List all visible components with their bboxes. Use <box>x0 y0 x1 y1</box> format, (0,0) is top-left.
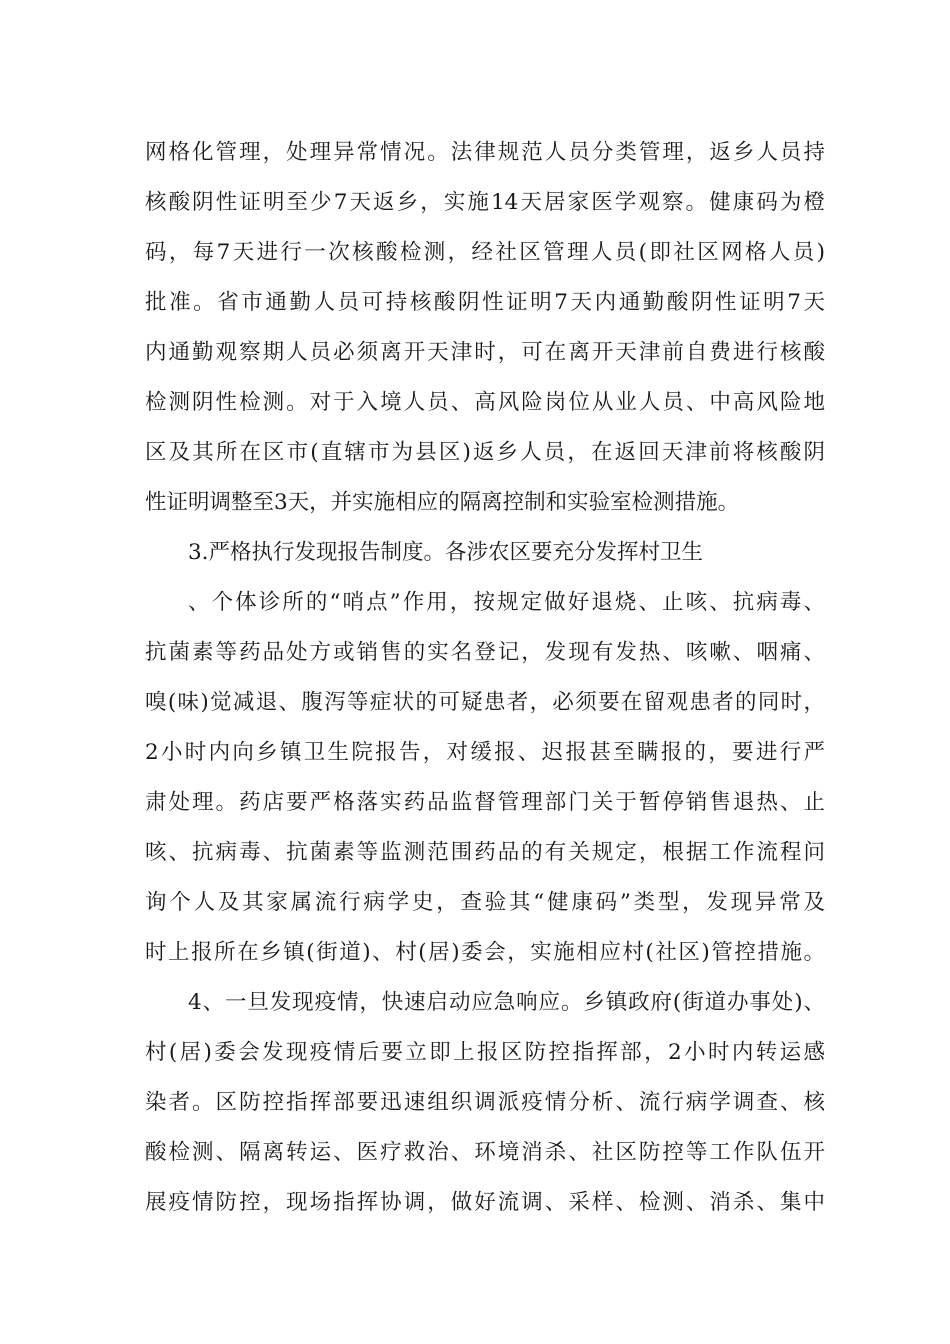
text-line: 询个人及其家属流行病学史，查验其“健康码”类型，发现异常及 <box>145 890 825 915</box>
text-line: 酸检测、隔离转运、医疗救治、环境消杀、社区防控等工作队伍开 <box>145 1140 825 1165</box>
text-line: 内通勤观察期人员必须离开天津时，可在离开天津前自费进行核酸 <box>145 340 825 365</box>
text-line: 染者。区防控指挥部要迅速组织调派疫情分析、流行病学调查、核 <box>145 1090 825 1115</box>
text-line: 区及其所在区市(直辖市为县区)返乡人员，在返回天津前将核酸阴 <box>145 440 825 465</box>
text-line: 2小时内向乡镇卫生院报告，对缓报、迟报甚至瞒报的，要进行严 <box>145 740 825 765</box>
text-line: 咳、抗病毒、抗菌素等监测范围药品的有关规定，根据工作流程问 <box>145 840 825 865</box>
paragraph-heading-3: 3.严格执行发现报告制度。各涉农区要充分发挥村卫生 <box>188 540 704 565</box>
text-line: 展疫情防控，现场指挥协调，做好流调、采样、检测、消杀、集中 <box>145 1190 825 1215</box>
text-line: 网格化管理，处理异常情况。法律规范人员分类管理，返乡人员持 <box>145 140 825 165</box>
text-line: 核酸阴性证明至少7天返乡，实施14天居家医学观察。健康码为橙 <box>145 190 825 215</box>
text-line: 肃处理。药店要严格落实药品监督管理部门关于暂停销售退热、止 <box>145 790 825 815</box>
text-line: 性证明调整至3天，并实施相应的隔离控制和实验室检测措施。 <box>145 490 740 515</box>
text-line: 嗅(味)觉减退、腹泻等症状的可疑患者，必须要在留观患者的同时， <box>145 690 825 715</box>
text-line: 检测阴性检测。对于入境人员、高风险岗位从业人员、中高风险地 <box>145 390 825 415</box>
paragraph-heading-4: 4、一旦发现疫情，快速启动应急响应。乡镇政府(街道办事处)、 <box>188 990 825 1015</box>
text-line: 批准。省市通勤人员可持核酸阴性证明7天内通勤酸阴性证明7天 <box>145 290 825 315</box>
text-line: 抗菌素等药品处方或销售的实名登记，发现有发热、咳嗽、咽痛、 <box>145 640 825 665</box>
text-line: 村(居)委会发现疫情后要立即上报区防控指挥部，2小时内转运感 <box>145 1040 825 1065</box>
text-line: 时上报所在乡镇(街道)、村(居)委会，实施相应村(社区)管控措施。 <box>145 940 825 965</box>
text-line: 码，每7天进行一次核酸检测，经社区管理人员(即社区网格人员) <box>145 240 825 265</box>
text-line: 、个体诊所的“哨点”作用，按规定做好退烧、止咳、抗病毒、 <box>188 590 825 615</box>
